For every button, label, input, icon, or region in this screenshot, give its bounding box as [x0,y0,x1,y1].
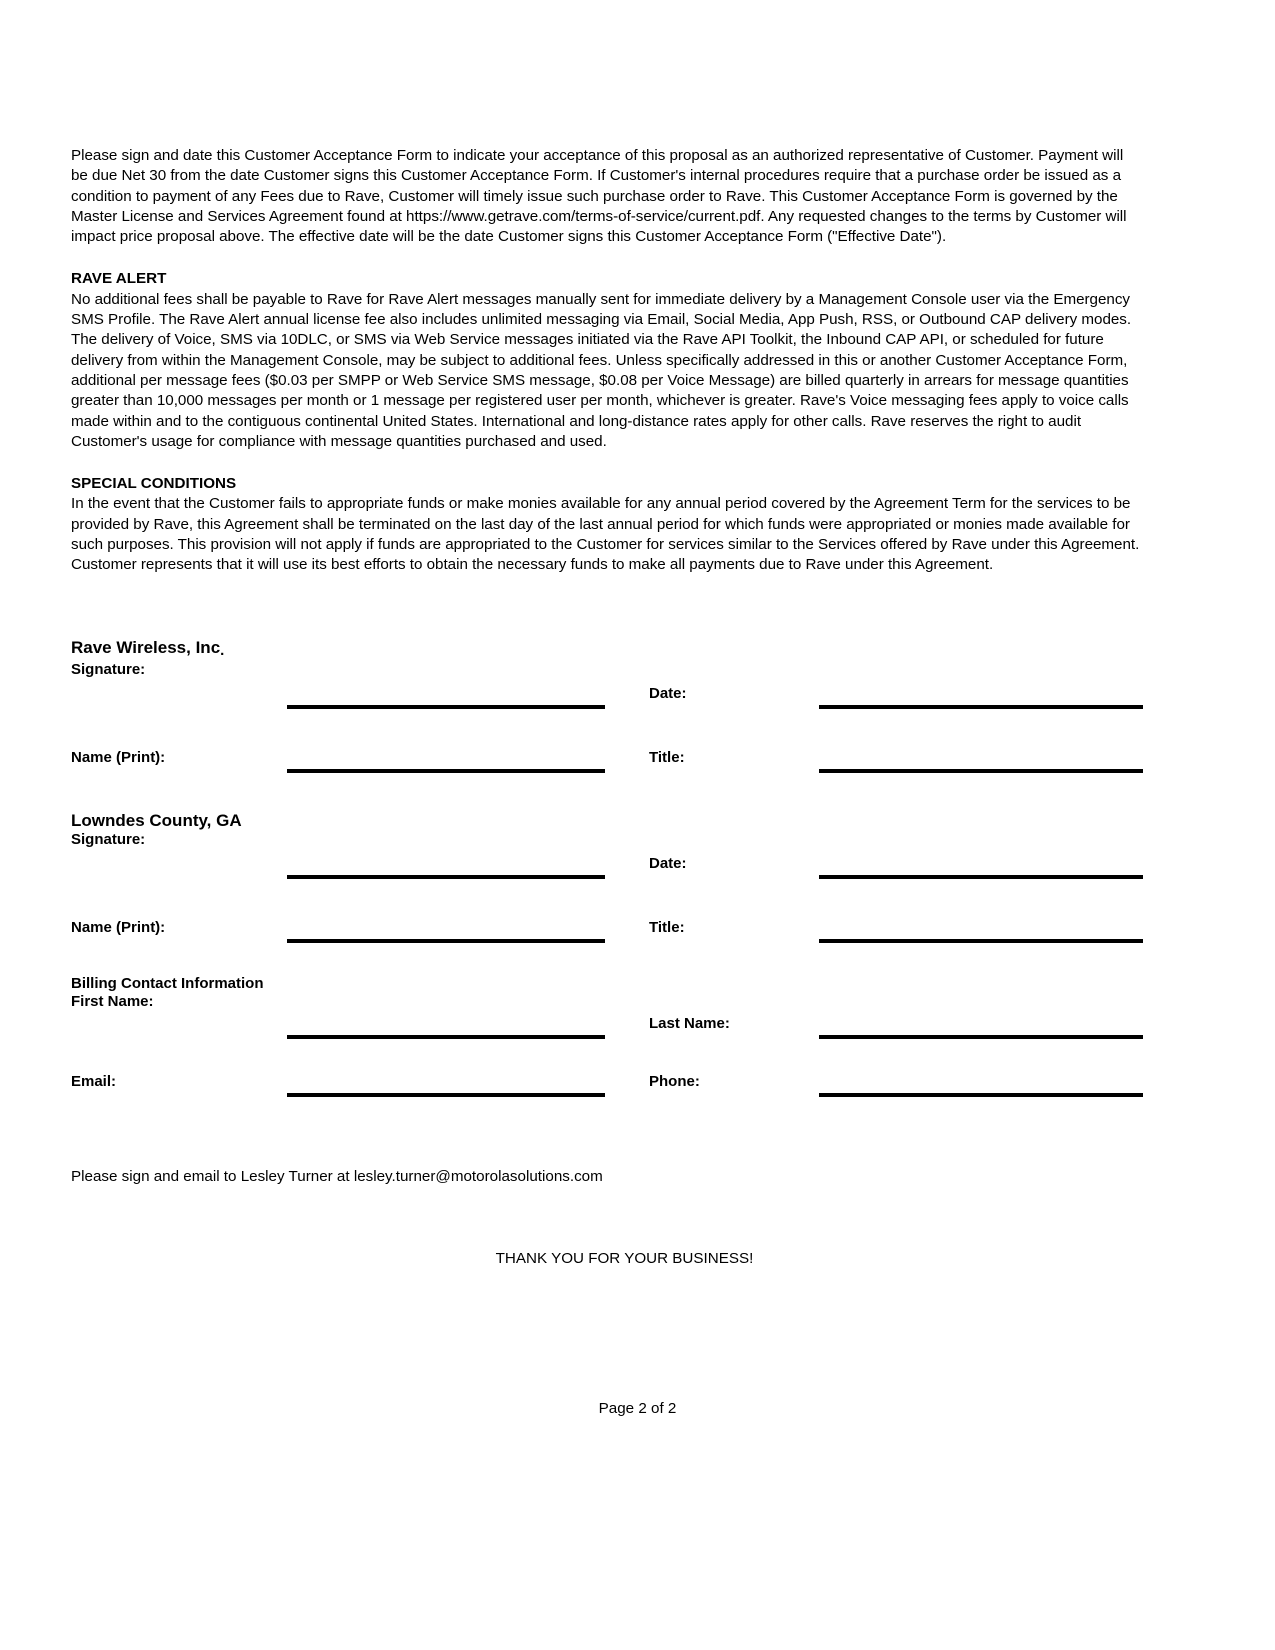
customer-party-name: Lowndes County, GA [71,810,242,830]
page-number: Page 2 of 2 [598,1400,677,1417]
customer-date-label: Date: [649,854,687,872]
customer-name-row [71,897,1144,963]
customer-name-print-line[interactable] [287,939,605,943]
customer-name-print-label: Name (Print): [71,918,166,936]
billing-name-row [71,993,1144,1059]
billing-last-name-label: Last Name: [649,1014,730,1032]
vendor-date-line[interactable] [819,705,1143,709]
vendor-party-name-period: . [220,641,225,659]
document-content [71,146,1144,1269]
billing-phone-line[interactable] [819,1093,1143,1097]
billing-last-name-line[interactable] [819,1035,1143,1039]
vendor-name-row [71,727,1144,793]
customer-signature-line[interactable] [287,875,605,879]
billing-phone-label: Phone: [649,1072,700,1090]
billing-email-line[interactable] [287,1093,605,1097]
section-heading-special-conditions: SPECIAL CONDITIONS [71,475,237,493]
section-rave-alert [71,269,1144,452]
vendor-title-label: Title: [649,748,685,766]
section-special-conditions [71,474,1144,575]
vendor-signature-row [71,661,1144,727]
customer-signature-label: Signature: [71,830,146,848]
vendor-signature-line[interactable] [287,705,605,709]
intro-paragraph: Please sign and date this Customer Acceptance Form to indicate your acceptance of this proposal as an authorized representative of Customer. Payment will be due Net 30 from the date Customer signs this Customer Acceptance Form. If Customer's internal procedures require that a purchase order be issued as a condition to payment of any Fees due to Rave, Customer will timely issue such purchase order to Rave. This Customer Acceptance Form is governed by the Master License and Services Agreement found at https://www.getrave.com/terms-of-service/current.pdf. Any requested changes to the terms by Customer will impact price proposal above. The effective date will be the date Customer signs this Customer Acceptance Form ("Effective Date"). [71,147,1127,246]
section-body-special-conditions: In the event that the Customer fails to appropriate funds or make monies available for any annual period covered by the Agreement Term for the services to be provided by Rave, this Agreement shall be terminated on the last day of the last annual period for which funds were appropriated or monies made available for such purposes. This provision will not apply if funds are appropriated to the Customer for services similar to the Services offered by Rave under this Agreement. Customer represents that it will use its best efforts to obtain the necessary funds to make all payments due to Rave under this Agreement. [71,495,1140,574]
billing-contact-heading: Billing Contact Information [71,974,264,992]
vendor-signature-label: Signature: [71,660,146,678]
vendor-date-label: Date: [649,684,687,702]
customer-title-line[interactable] [819,939,1143,943]
customer-date-line[interactable] [819,875,1143,879]
vendor-title-line[interactable] [819,769,1143,773]
vendor-party-name [71,638,1144,661]
billing-email-label: Email: [71,1072,117,1090]
customer-title-label: Title: [649,918,685,936]
vendor-name-print-label: Name (Print): [71,748,166,766]
thank-you-message: THANK YOU FOR YOUR BUSINESS! [495,1249,754,1267]
billing-email-row [71,1059,1144,1125]
section-body-rave-alert: No additional fees shall be payable to Rave for Rave Alert messages manually sent for immediate delivery by a Management Console user via the Emergency SMS Profile. The Rave Alert annual license fee also includes unlimited messaging via Email, Social Media, App Push, RSS, or Outbound CAP delivery modes. The delivery of Voice, SMS via 10DLC, or SMS via Web Service messages initiated via the Rave API Toolkit, the Inbound CAP API, or scheduled for future delivery from within the Management Console, may be subject to additional fees. Unless specifically addressed in this or another Customer Acceptance Form, additional per message fees ($0.03 per SMPP or Web Service SMS message, $0.08 per Voice Message) are billed quarterly in arrears for message quantities greater than 10,000 messages per month or 1 message per registered user per month, whichever is greater. Rave's Voice messaging fees apply to voice calls made within and to the contiguous continental United States. International and long-distance rates apply for other calls. Rave reserves the right to audit Customer's usage for compliance with message quantities purchased and used. [71,290,1132,450]
vendor-party-name-text: Rave Wireless, Inc [71,637,221,657]
billing-first-name-line[interactable] [287,1035,605,1039]
vendor-name-print-line[interactable] [287,769,605,773]
section-heading-rave-alert: RAVE ALERT [71,270,167,288]
customer-signature-row [71,831,1144,897]
billing-first-name-label: First Name: [71,992,154,1010]
submission-instruction: Please sign and email to Lesley Turner at lesley.turner@motorolasolutions.com [71,1167,603,1185]
signature-block [71,638,1144,1125]
